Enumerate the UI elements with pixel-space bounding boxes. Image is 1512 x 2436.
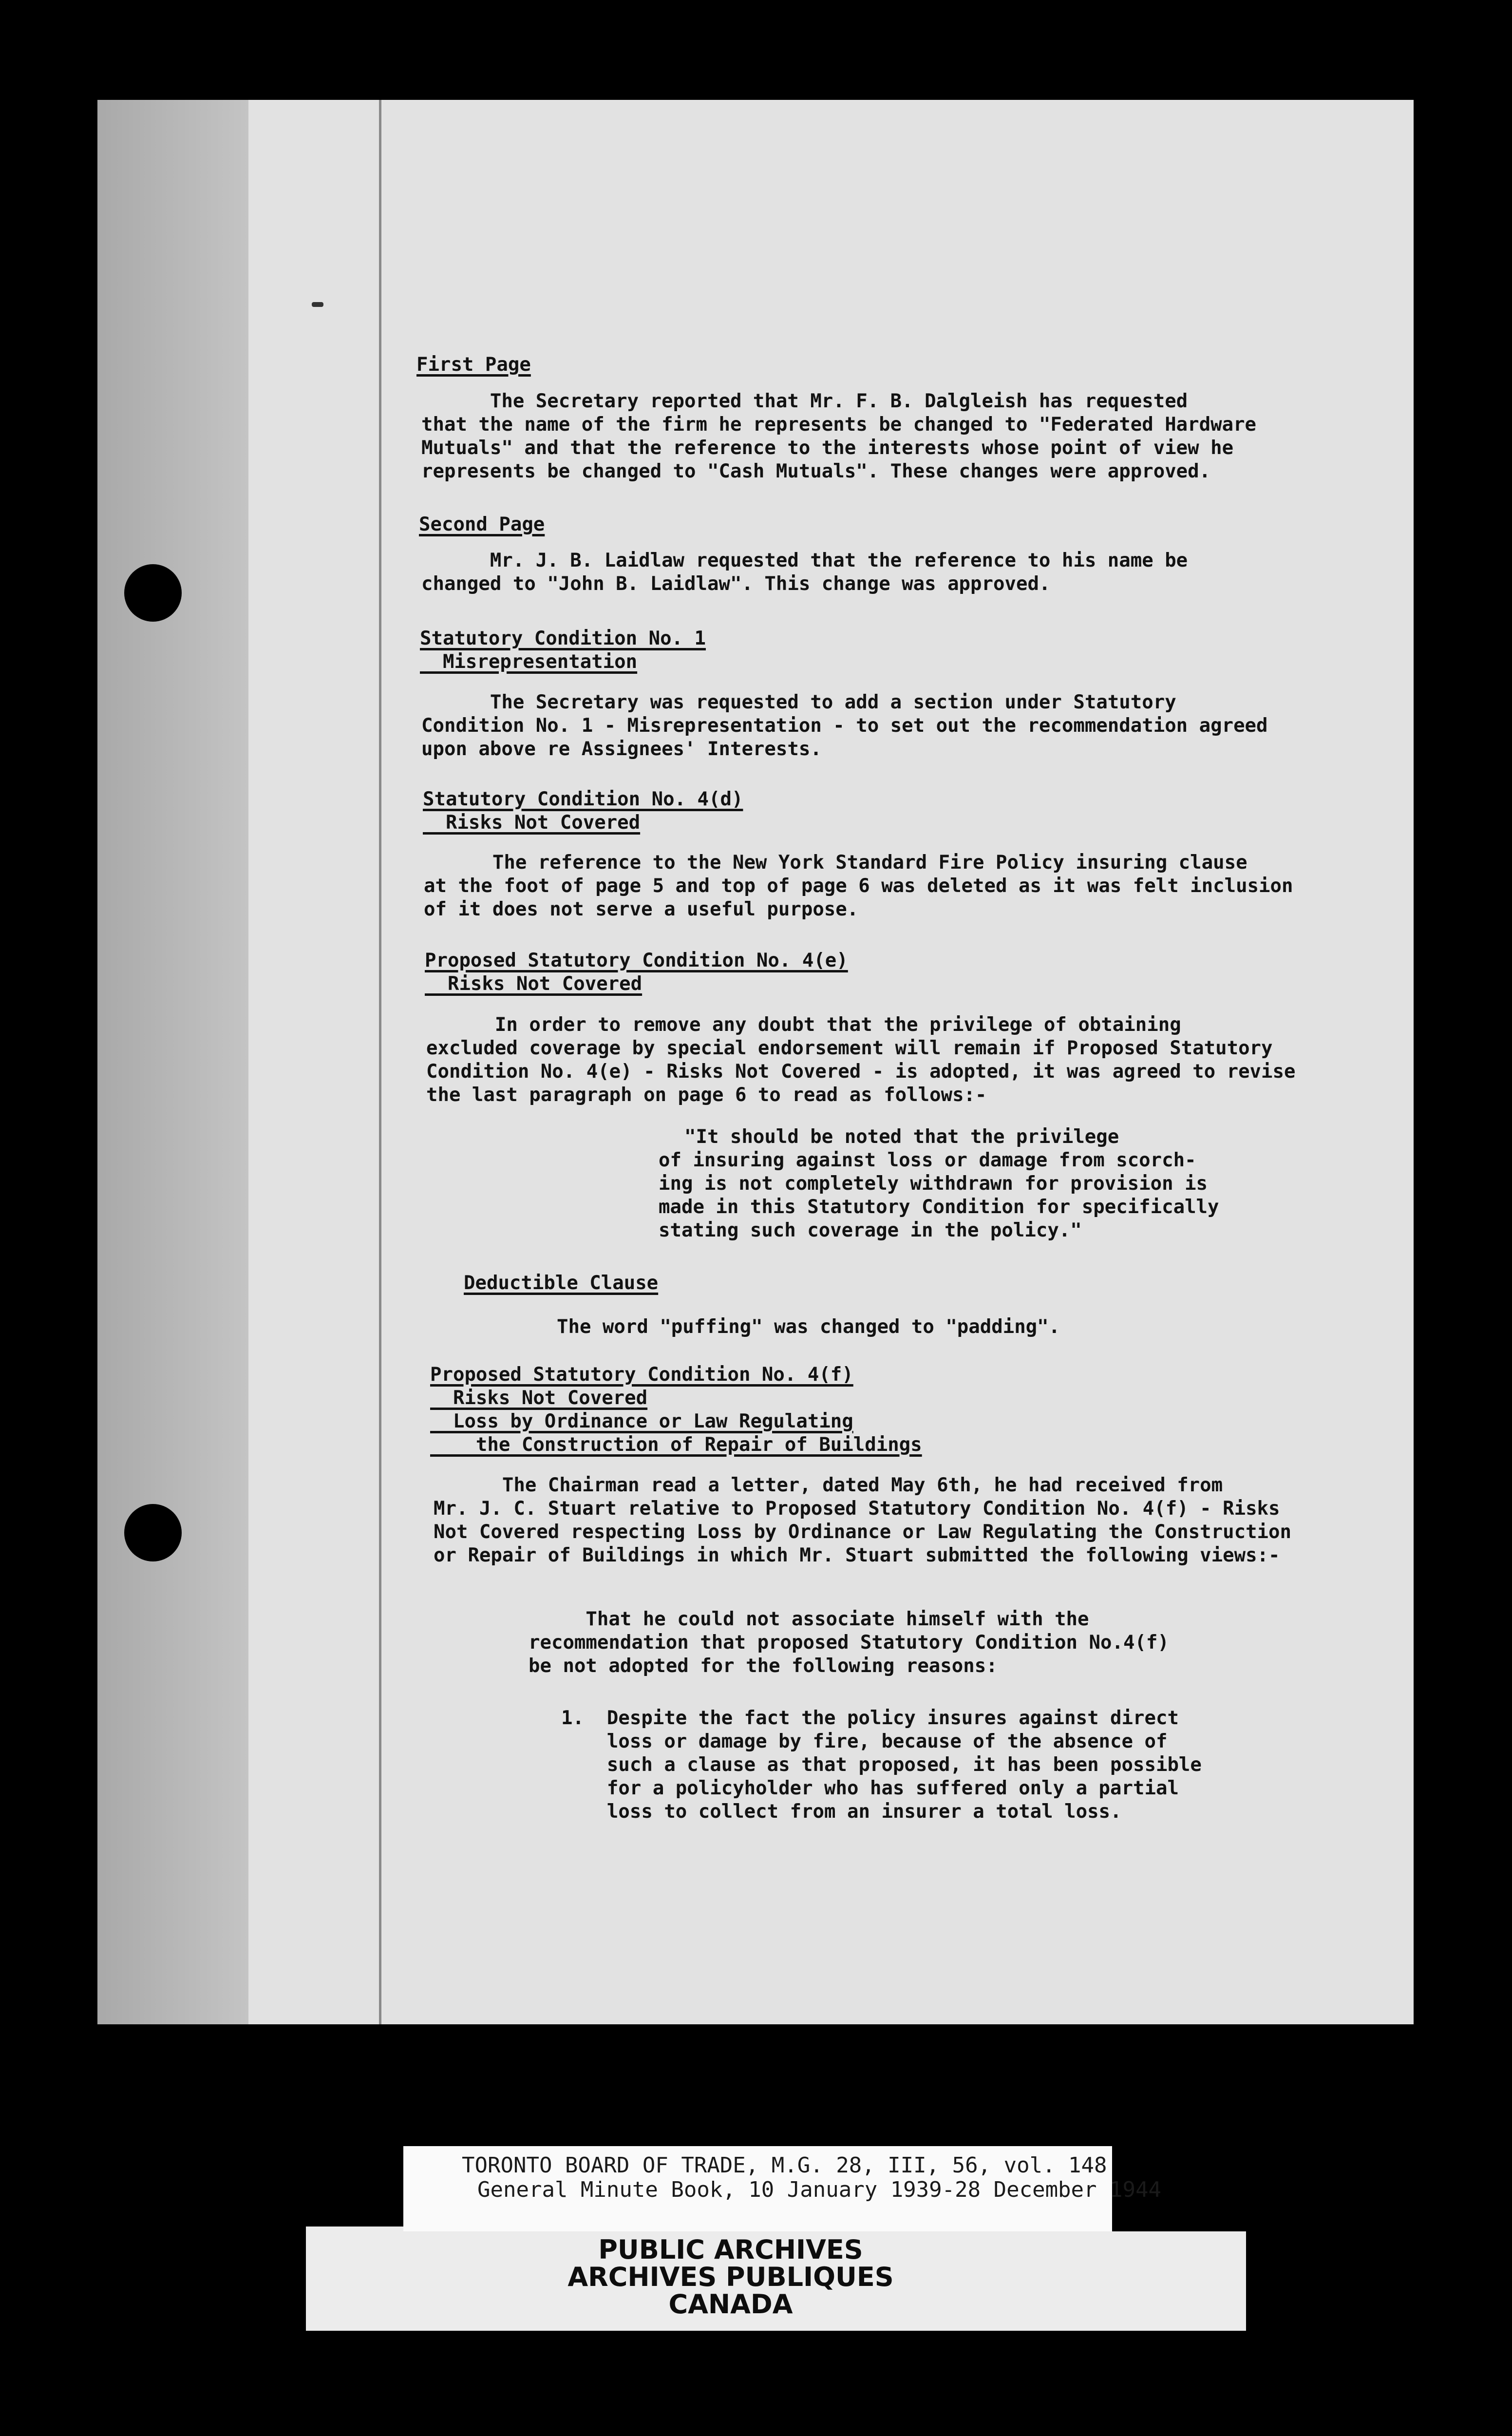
stuart-views-line: recommendation that proposed Statutory Condition No.4(f) [529,1632,1169,1654]
archive-reference-line-1: TORONTO BOARD OF TRADE, M.G. 28, III, 56, vol. 148 [462,2153,1107,2178]
quoted-revision-line: stating such coverage in the policy." [659,1219,1082,1241]
heading-statutory-condition-1: Statutory Condition No. 1 [420,628,706,649]
heading-second-page: Second Page [419,514,545,535]
second-page-line: changed to "John B. Laidlaw". This change was approved. [421,573,1051,595]
subheading-risks-not-covered: Risks Not Covered [423,812,641,834]
reason-1-line: loss to collect from an insurer a total loss. [561,1801,1122,1823]
condition-1-line: upon above re Assignees' Interests. [421,738,822,760]
deductible-clause-line: The word "puffing" was changed to "padding". [557,1316,1060,1338]
stuart-views-line: be not adopted for the following reasons: [529,1655,998,1677]
subheading-construction-repair: the Construction of Repair of Buildings [430,1434,922,1456]
first-page-line: Mutuals" and that the reference to the interests whose point of view he [421,437,1234,459]
condition-4f-line: or Repair of Buildings in which Mr. Stuart submitted the following views:- [434,1544,1280,1566]
condition-1-line: Condition No. 1 - Misrepresentation - to set out the recommendation agreed [421,715,1268,737]
heading-first-page: First Page [416,354,531,376]
punch-hole-top [124,564,182,622]
archive-name-french: ARCHIVES PUBLIQUES [567,2262,894,2292]
first-page-line: that the name of the firm he represents be changed to "Federated Hardware [421,414,1257,436]
reason-1-line: such a clause as that proposed, it has been possible [561,1754,1202,1776]
heading-deductible-clause: Deductible Clause [464,1272,659,1294]
stuart-views-line: That he could not associate himself with the [529,1608,1089,1630]
condition-4f-line: Not Covered respecting Loss by Ordinance or Law Regulating the Construction [434,1521,1291,1543]
archive-country: CANADA [668,2289,793,2320]
subheading-risks-not-covered: Risks Not Covered [430,1387,648,1409]
margin-fold-line [379,100,381,2024]
reason-1-line: for a policyholder who has suffered only a partial [561,1777,1179,1799]
quoted-revision-line: made in this Statutory Condition for specifically [659,1196,1219,1218]
condition-1-line: The Secretary was requested to add a section under Statutory [421,691,1176,713]
punch-hole-bottom [124,1504,182,1561]
reason-1-line: 1. Despite the fact the policy insures against direct [561,1707,1179,1729]
reason-1-line: loss or damage by fire, because of the absence of [561,1731,1168,1752]
dust-speck [312,302,323,307]
condition-4e-line: excluded coverage by special endorsement will remain if Proposed Statutory [426,1037,1273,1059]
second-page-line: Mr. J. B. Laidlaw requested that the reference to his name be [421,550,1188,571]
quoted-revision-line: "It should be noted that the privilege [684,1126,1119,1148]
condition-4e-line: In order to remove any doubt that the privilege of obtaining [426,1014,1181,1036]
condition-4f-line: The Chairman read a letter, dated May 6th, he had received from [434,1474,1223,1496]
condition-4f-line: Mr. J. C. Stuart relative to Proposed Statutory Condition No. 4(f) - Risks [434,1498,1280,1520]
condition-4d-line: The reference to the New York Standard Fire Policy insuring clause [424,852,1247,874]
condition-4e-line: Condition No. 4(e) - Risks Not Covered - is adopted, it was agreed to revise [426,1061,1296,1083]
first-page-line: The Secretary reported that Mr. F. B. Dalgleish has requested [421,390,1188,412]
condition-4d-line: at the foot of page 5 and top of page 6 was deleted as it was felt inclusion [424,875,1293,897]
quoted-revision-line: of insuring against loss or damage from scorch- [659,1149,1196,1171]
archive-reference-line-2: General Minute Book, 10 January 1939-28 December 1944 [477,2177,1161,2202]
subheading-misrepresentation: Misrepresentation [420,651,638,673]
subheading-loss-by-ordinance: Loss by Ordinance or Law Regulating [430,1410,853,1432]
condition-4e-line: the last paragraph on page 6 to read as follows:- [426,1084,987,1106]
subheading-risks-not-covered: Risks Not Covered [425,973,643,995]
label-notch-left [306,2153,403,2227]
heading-statutory-condition-4d: Statutory Condition No. 4(d) [423,788,743,810]
heading-proposed-condition-4e: Proposed Statutory Condition No. 4(e) [425,950,848,971]
first-page-line: represents be changed to "Cash Mutuals". These changes were approved. [421,460,1211,482]
quoted-revision-line: ing is not completely withdrawn for provision is [659,1173,1208,1195]
binding-strip [97,100,248,2024]
condition-4d-line: of it does not serve a useful purpose. [424,898,859,920]
archive-name-english: PUBLIC ARCHIVES [598,2234,863,2265]
heading-proposed-condition-4f: Proposed Statutory Condition No. 4(f) [430,1364,853,1386]
